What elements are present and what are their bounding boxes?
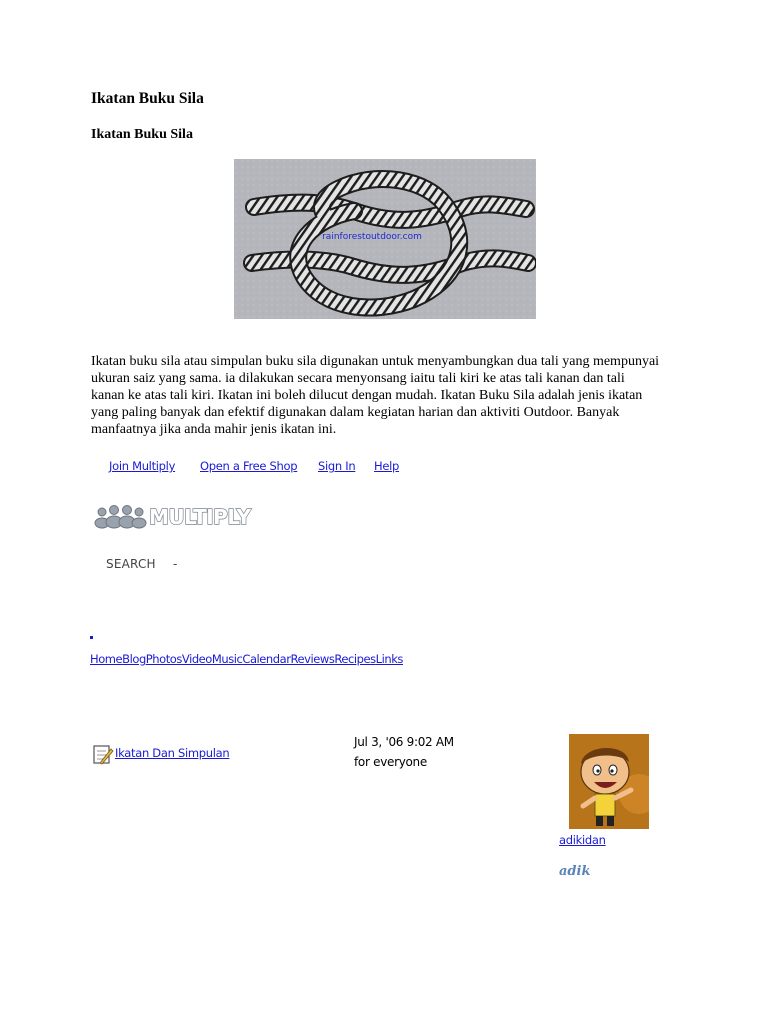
author-tagline: adik [559, 864, 591, 879]
watermark-text: rainforestoutdoor.com [322, 232, 422, 242]
post-visibility: for everyone [354, 755, 427, 769]
article-body: Ikatan buku sila atau simpulan buku sila digunakan untuk menyambungkan dua tali yang mempunyai ukuran saiz yang sama. ia dilakukan secara menyonsang iaitu tali kiri ke atas tali kanan dan tali kanan ke atas tali kiri. Ikatan ini boleh dilucut dengan mudah. Ikatan Buku Sila adalah jenis ikatan yang paling banyak dan efektif digunakan dalam kegiatan harian dan aktiviti Outdoor. Banyak manfaatnya jika anda mahir jenis ikatan ini. [91, 354, 660, 437]
svg-text:MULTIPLY: MULTIPLY [149, 505, 251, 529]
nav-blog[interactable]: Blog [122, 652, 146, 666]
nav-calendar[interactable]: Calendar [242, 652, 291, 666]
avatar[interactable] [569, 734, 649, 829]
nav-video[interactable]: Video [181, 652, 212, 666]
join-multiply-link[interactable]: Join Multiply [109, 459, 176, 473]
note-icon [92, 743, 114, 765]
multiply-logo[interactable] [93, 502, 263, 532]
knot-image [234, 159, 536, 319]
people-icon [93, 502, 263, 532]
nav-recipes[interactable]: Recipes [334, 652, 376, 666]
nav-photos[interactable]: Photos [145, 652, 182, 666]
post-title-link[interactable]: Ikatan Dan Simpulan [115, 746, 230, 760]
search-separator: - [173, 557, 178, 571]
main-nav [90, 652, 403, 666]
help-link[interactable]: Help [374, 459, 400, 473]
nav-links[interactable]: Links [375, 652, 403, 666]
nav-music[interactable]: Music [211, 652, 243, 666]
article-subtitle: Ikatan Buku Sila [91, 127, 193, 142]
nav-reviews[interactable]: Reviews [290, 652, 335, 666]
sign-in-link[interactable]: Sign In [318, 459, 356, 473]
search-label[interactable]: SEARCH [106, 557, 156, 571]
post-date: Jul 3, '06 9:02 AM [354, 735, 454, 749]
page-title: Ikatan Buku Sila [91, 90, 204, 107]
author-username-link[interactable]: adikidan [559, 833, 606, 847]
nav-bullet [90, 636, 93, 639]
nav-home[interactable]: Home [90, 652, 123, 666]
open-shop-link[interactable]: Open a Free Shop [200, 459, 298, 473]
